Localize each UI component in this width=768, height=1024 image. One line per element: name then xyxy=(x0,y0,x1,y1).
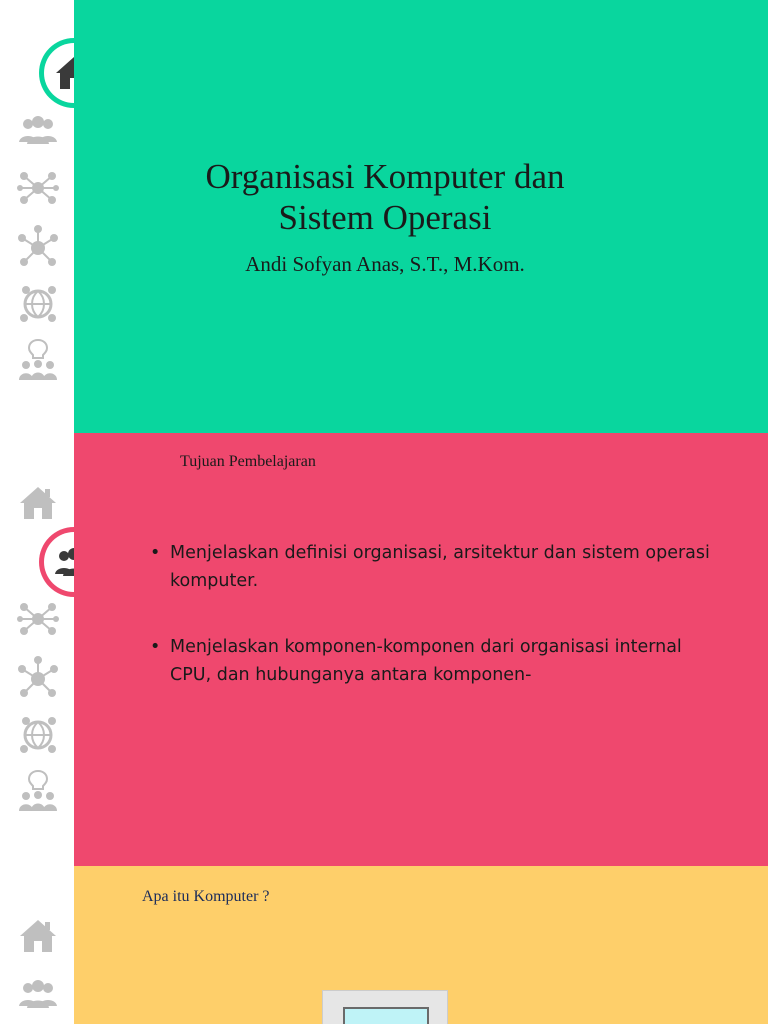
slide-title xyxy=(0,0,768,433)
section-heading: Tujuan Pembelajaran xyxy=(180,453,316,470)
idea-team-icon[interactable] xyxy=(16,338,60,382)
slide-objectives xyxy=(0,433,768,866)
title-line-1: Organisasi Komputer dan xyxy=(205,157,565,196)
title-line-2: Sistem Operasi xyxy=(278,198,492,237)
globe-network-icon[interactable] xyxy=(16,713,60,757)
people-search-icon[interactable] xyxy=(16,972,60,1016)
network-icon[interactable] xyxy=(16,597,60,641)
list-item: • Menjelaskan komponen-komponen dari organisasi internal CPU, dan hubunganya antara komponen- xyxy=(150,633,710,689)
page-title xyxy=(160,156,610,238)
list-item: • Menjelaskan definisi organisasi, arsitektur dan sistem operasi komputer. xyxy=(150,539,710,595)
globe-network-icon[interactable] xyxy=(16,282,60,326)
hub-icon[interactable] xyxy=(16,655,60,699)
hub-icon[interactable] xyxy=(16,224,60,268)
people-search-icon[interactable] xyxy=(16,108,60,152)
objectives-list xyxy=(150,539,710,727)
home-icon[interactable] xyxy=(16,481,60,525)
idea-team-icon[interactable] xyxy=(16,769,60,813)
slide-sidebar xyxy=(0,0,74,433)
home-icon[interactable] xyxy=(16,914,60,958)
network-icon[interactable] xyxy=(16,166,60,210)
slide-sidebar xyxy=(0,433,74,866)
author-name: Andi Sofyan Anas, S.T., M.Kom. xyxy=(245,252,525,276)
slide-what-is-computer xyxy=(0,866,768,1024)
monitor-screen xyxy=(343,1007,429,1024)
slide-sidebar xyxy=(0,866,74,1024)
section-heading: Apa itu Komputer ? xyxy=(142,888,270,905)
computer-image xyxy=(322,990,448,1024)
